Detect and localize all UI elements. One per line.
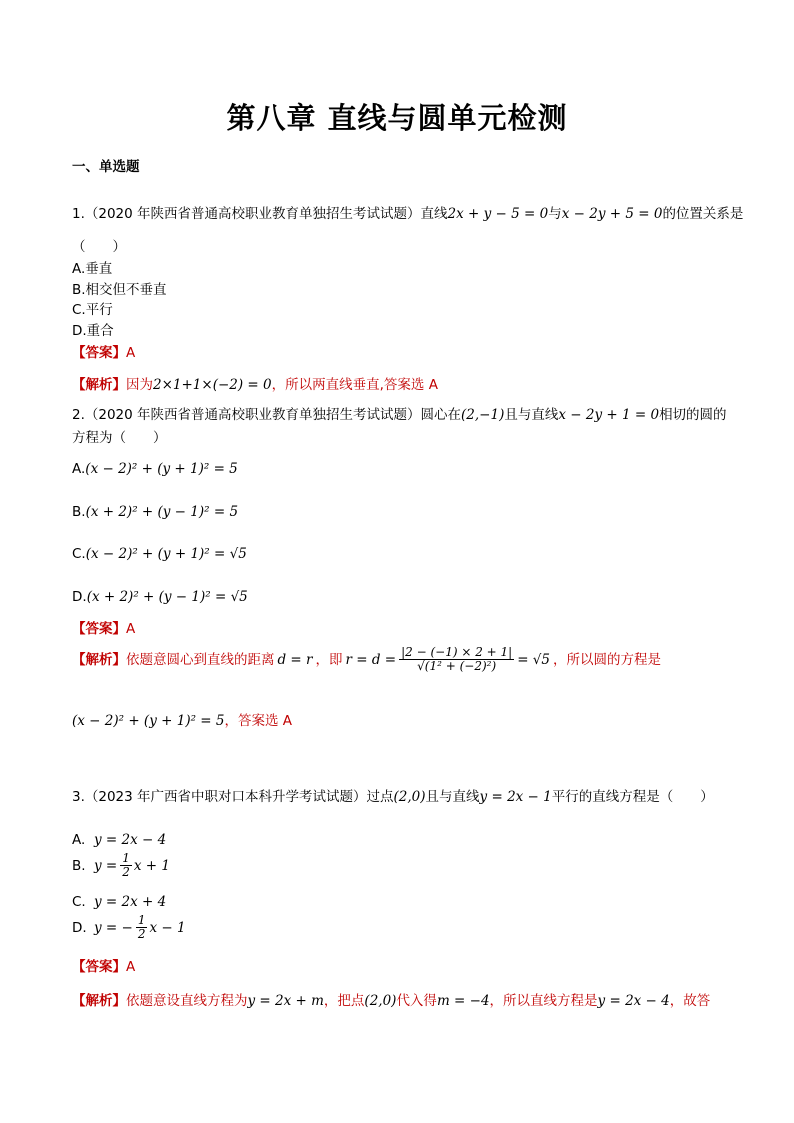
q1-answer: 【答案】A: [72, 345, 136, 361]
q3-option-d: D. y = − $\frac{1}{2}$ x − 1: [72, 913, 186, 941]
q1-option-c: C.平行: [72, 302, 113, 318]
q3-option-a: A. y = 2x − 4: [72, 832, 167, 848]
q2-option-d: D.(x + 2)² + (y − 1)² = √5: [72, 589, 248, 605]
q1-blank: （ ）: [72, 239, 126, 255]
q2-option-c: C.(x − 2)² + (y + 1)² = √5: [72, 546, 247, 562]
q2-option-a: A.(x − 2)² + (y + 1)² = 5: [72, 461, 238, 477]
q1-option-d: D.重合: [72, 323, 114, 339]
q1-stem: 1.（2020 年陕西省普通高校职业教育单独招生考试试题）直线2x + y − 5 = 0与x − 2y + 5 = 0的位置关系是: [72, 206, 744, 222]
q2-distance-fraction: $\frac{|2 - (-1) \times 2 + 1|}{\text{√(1² + (−2)²)}}$: [401, 645, 513, 673]
section-heading: 一、单选题: [72, 159, 140, 175]
q2-analysis-cont: (x − 2)² + (y + 1)² = 5，答案选 A: [72, 713, 293, 729]
q1-option-a: A.垂直: [72, 261, 113, 277]
q2-answer: 【答案】A: [72, 621, 136, 637]
q3-option-c: C. y = 2x + 4: [72, 894, 167, 910]
q3-analysis: 【解析】依题意设直线方程为y = 2x + m，把点(2,0)代入得m = −4，所以直线方程是y = 2x − 4，故答: [72, 993, 711, 1009]
q2-analysis: 【解析】 依题意圆心到直线的距离 d = r ，即 r = d = $\frac{|2 - (-1) \times 2 + 1|}{\text{√(1² + (−2)²)}}$ = √5 ，所以圆的方程是: [72, 645, 661, 673]
q3-option-b: B. y = $\frac{1}{2}$ x + 1: [72, 851, 170, 879]
q1-option-b: B.相交但不垂直: [72, 282, 167, 298]
q3-answer: 【答案】A: [72, 959, 136, 975]
q2-stem: 2.（2020 年陕西省普通高校职业教育单独招生考试试题）圆心在(2,−1)且与直线x − 2y + 1 = 0相切的圆的: [72, 407, 727, 423]
q1-analysis: 【解析】因为2×1+1×(−2) = 0，所以两直线垂直,答案选 A: [72, 377, 438, 393]
q2-option-b: B.(x + 2)² + (y − 1)² = 5: [72, 504, 239, 520]
page-title: 第八章 直线与圆单元检测: [226, 101, 568, 135]
q2-stem-cont: 方程为（ ）: [72, 430, 167, 446]
q3-stem: 3.（2023 年广西省中职对口本科升学考试试题）过点(2,0)且与直线y = 2x − 1平行的直线方程是（ ）: [72, 789, 714, 805]
